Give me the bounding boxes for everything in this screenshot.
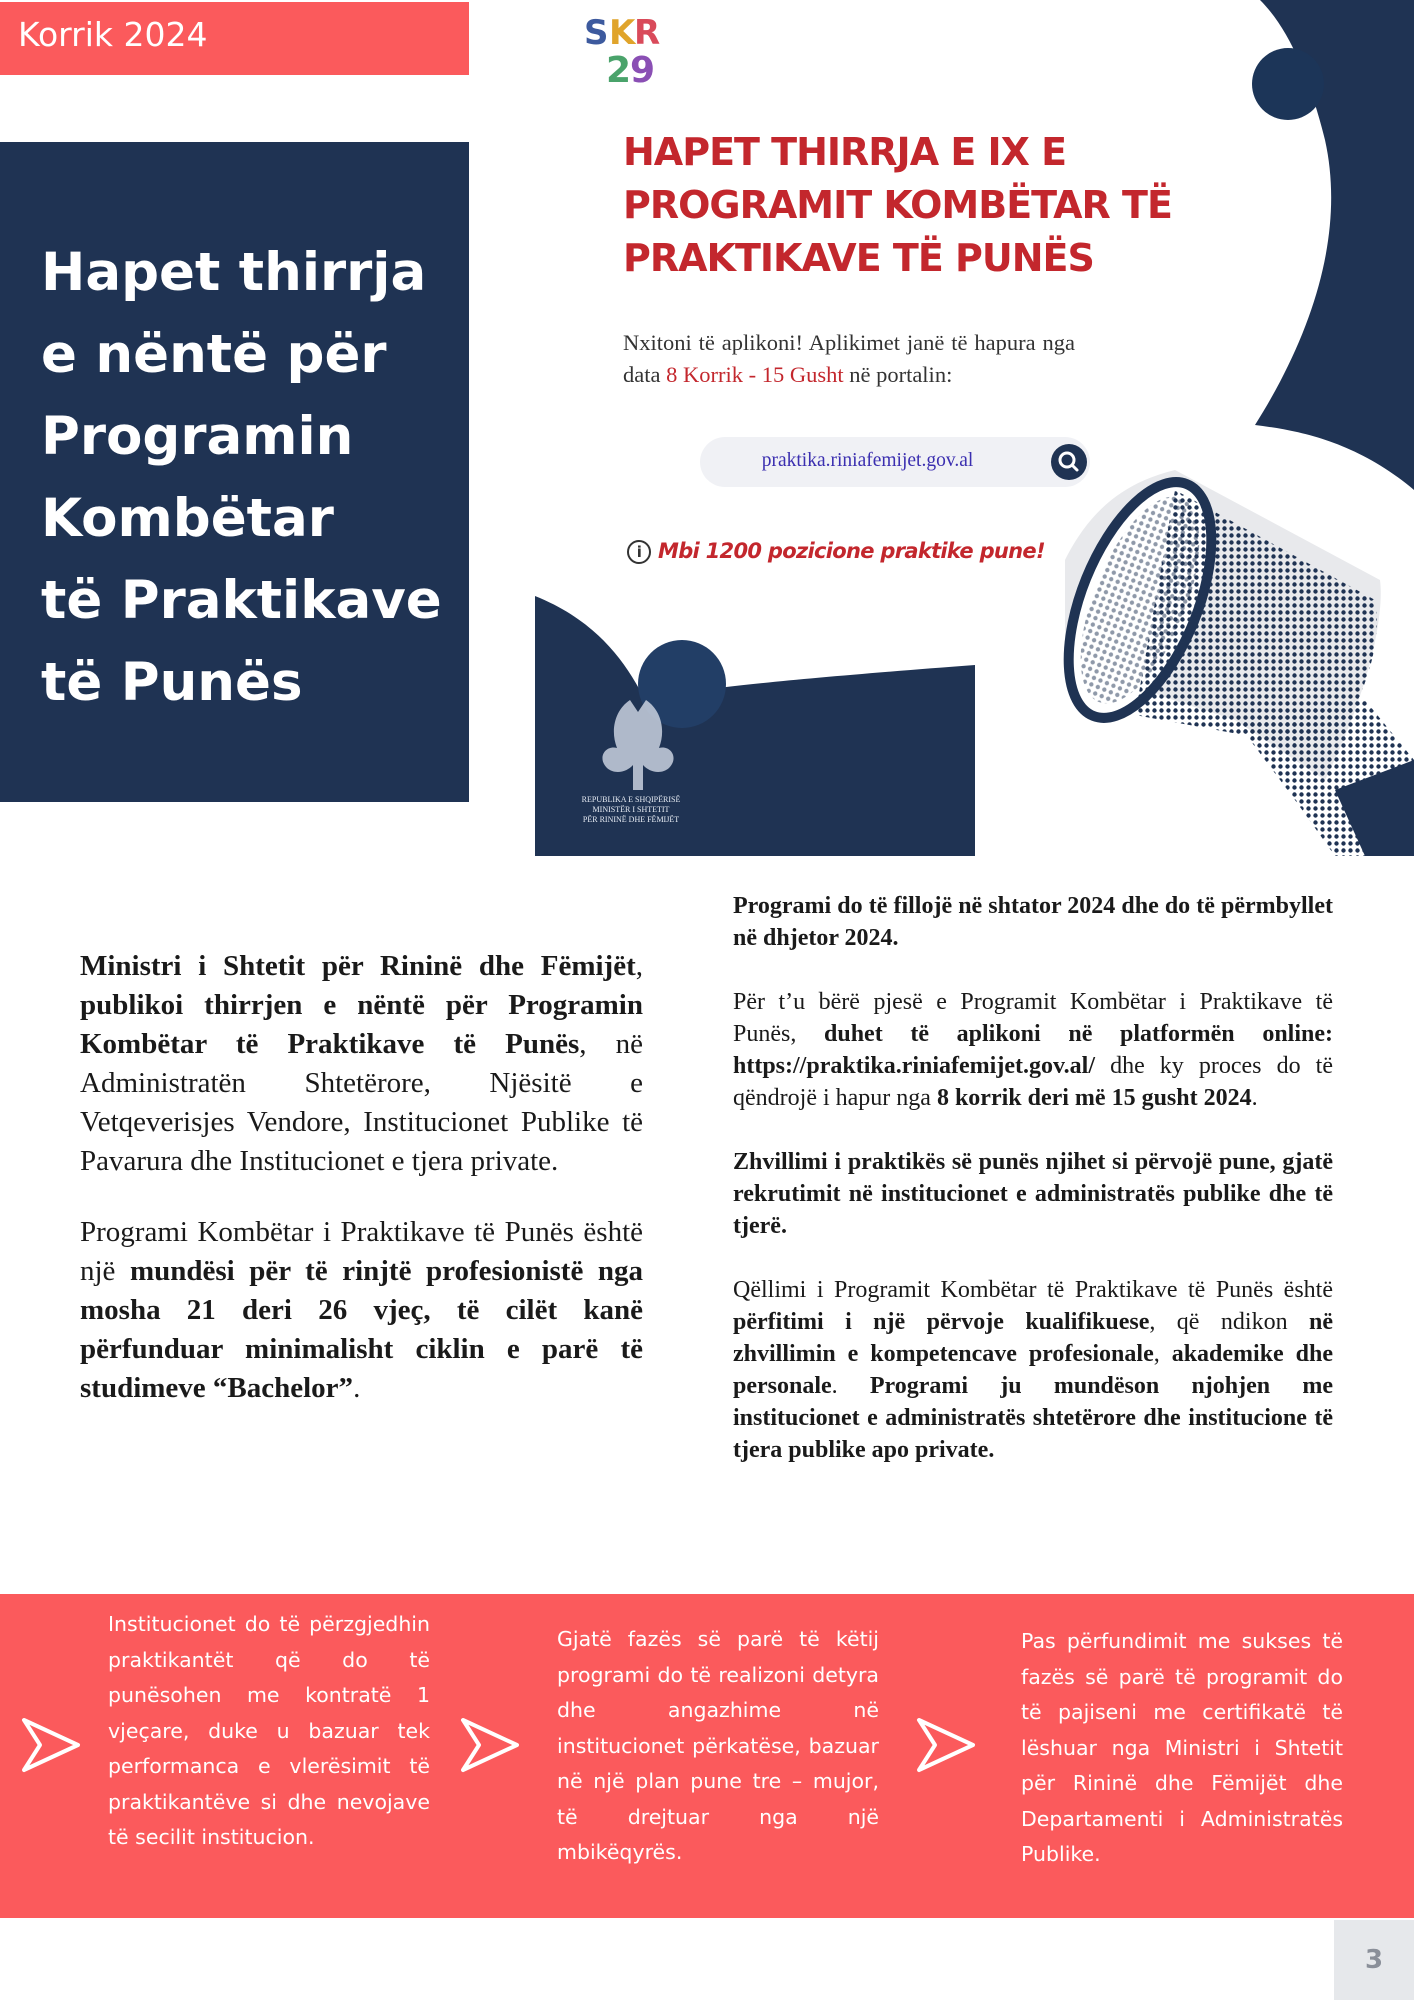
announcement-poster — [535, 0, 1414, 856]
title-line: të Praktikave — [41, 570, 442, 631]
svg-text:R: R — [634, 13, 661, 53]
positions-note — [627, 539, 1045, 564]
paragraph: Programi do të fillojë në shtator 2024 dhe do të përmbyllet në dhjetor 2024. — [733, 893, 1333, 951]
paragraph: Për t’u bërë pjesë e Programit Kombëtar i Praktikave të Punës, duhet të aplikoni në platformën online: https://praktika.riniafemijet.gov.al/ dhe ky proces do të qëndrojë i hapur nga 8 korrik deri më 15 gusht 2024. — [733, 989, 1333, 1111]
svg-text:K: K — [609, 13, 636, 53]
arrow-icon — [915, 1716, 977, 1774]
svg-text:S: S — [584, 13, 609, 53]
application-dates: 8 Korrik - 15 Gusht — [666, 362, 844, 387]
ministry-line: REPUBLIKA E SHQIPËRISË — [581, 795, 681, 804]
poster-subtitle — [623, 327, 1075, 391]
title-line: të Punës — [41, 652, 303, 713]
poster-headline — [623, 126, 1263, 285]
poster-headline-line: PRAKTIKAVE TË PUNËS — [623, 236, 1094, 280]
info-icon: i — [627, 540, 651, 564]
search-icon[interactable] — [1051, 444, 1087, 480]
paragraph: Programi Kombëtar i Praktikave të Punës është një mundësi për të rinjtë profesionistë nga mosha 21 deri 26 vjeç, të cilët kanë përfunduar minimalisht ciklin e parë të studimeve “Bachelor”. — [80, 1216, 643, 1404]
title-line: e nëntë për — [41, 324, 387, 385]
poster-headline-line: PROGRAMIT KOMBËTAR TË — [623, 183, 1172, 227]
title-line: Hapet thirrja — [41, 242, 427, 303]
title-line: Programin — [41, 406, 354, 467]
left-column — [80, 947, 643, 1440]
steps-banner — [0, 1594, 1414, 1918]
page-number: 3 — [1334, 1920, 1414, 2000]
poster-headline-line: HAPET THIRRJA E IX E — [623, 130, 1067, 174]
portal-search-bar[interactable] — [700, 437, 1090, 487]
svg-text:9: 9 — [630, 50, 656, 85]
positions-text: Mbi 1200 pozicione praktike pune! — [658, 539, 1045, 563]
step-3-text: Pas përfundimit me sukses të fazës së parë të programit do të pajiseni me certifikatë të lëshuar nga Ministri i Shtetit për Rininë dhe Fëmijët dhe Departamenti i Administratës Publike. — [1021, 1629, 1343, 1866]
paragraph: Qëllimi i Programit Kombëtar të Praktikave të Punës është përfitimi i një përvoje kualifikuese, që ndikon në zhvillimin e kompetencave profesionale, akademike dhe personale. Programi ju mundëson njohjen me institucionet e administratës shtetërore dhe institucione të tjera publike apo private. — [733, 1277, 1334, 1463]
svg-text:2: 2 — [606, 50, 632, 85]
date-label: Korrik 2024 — [0, 2, 469, 75]
paragraph: Ministri i Shtetit për Rininë dhe Fëmijët, publikoi thirrjen e nëntë për Programin Kombëtar të Praktikave të Punës, në Administratën Shtetërore, Njësitë e Vetqeverisjes Vendore, Institucionet Publike të Pavarura dhe Institucionet e tjera private. — [80, 950, 643, 1177]
step-2-text: Gjatë fazës së parë të këtij programi do të realizoni detyra dhe angazhime në institucionet përkatëse, bazuar në një plan pune tre – mujor, të drejtuar nga një mbikëqyrës. — [557, 1627, 879, 1864]
megaphone-illustration — [1039, 462, 1414, 856]
portal-url[interactable]: praktika.riniafemijet.gov.al — [761, 450, 974, 471]
ministry-line: PËR RININË DHE FËMIJËT — [582, 815, 680, 824]
article-title — [0, 142, 469, 802]
right-column — [733, 890, 1333, 1498]
ministry-label — [571, 795, 691, 825]
title-line: Kombëtar — [41, 488, 334, 549]
step-1-text: Institucionet do të përzgjedhin praktikantët që do të punësohen me kontratë 1 vjeçare, duke u bazuar tek performanca e vlerësimit të praktikantëve si dhe nevojave të secilit institucion. — [108, 1612, 430, 1849]
ministry-line: MINISTËR I SHTETIT — [592, 805, 670, 814]
poster-sub-text: në portalin: — [843, 362, 953, 387]
poster-sub-text: Nxitoni të aplikoni! Aplikimet janë të hapura nga data — [623, 330, 1075, 387]
arrow-icon — [459, 1716, 521, 1774]
paragraph: Zhvillimi i praktikës së punës njihet si përvojë pune, gjatë rekrutimit në institucionet e administratës publike dhe të tjerë. — [733, 1149, 1333, 1239]
arrow-icon — [20, 1716, 82, 1774]
